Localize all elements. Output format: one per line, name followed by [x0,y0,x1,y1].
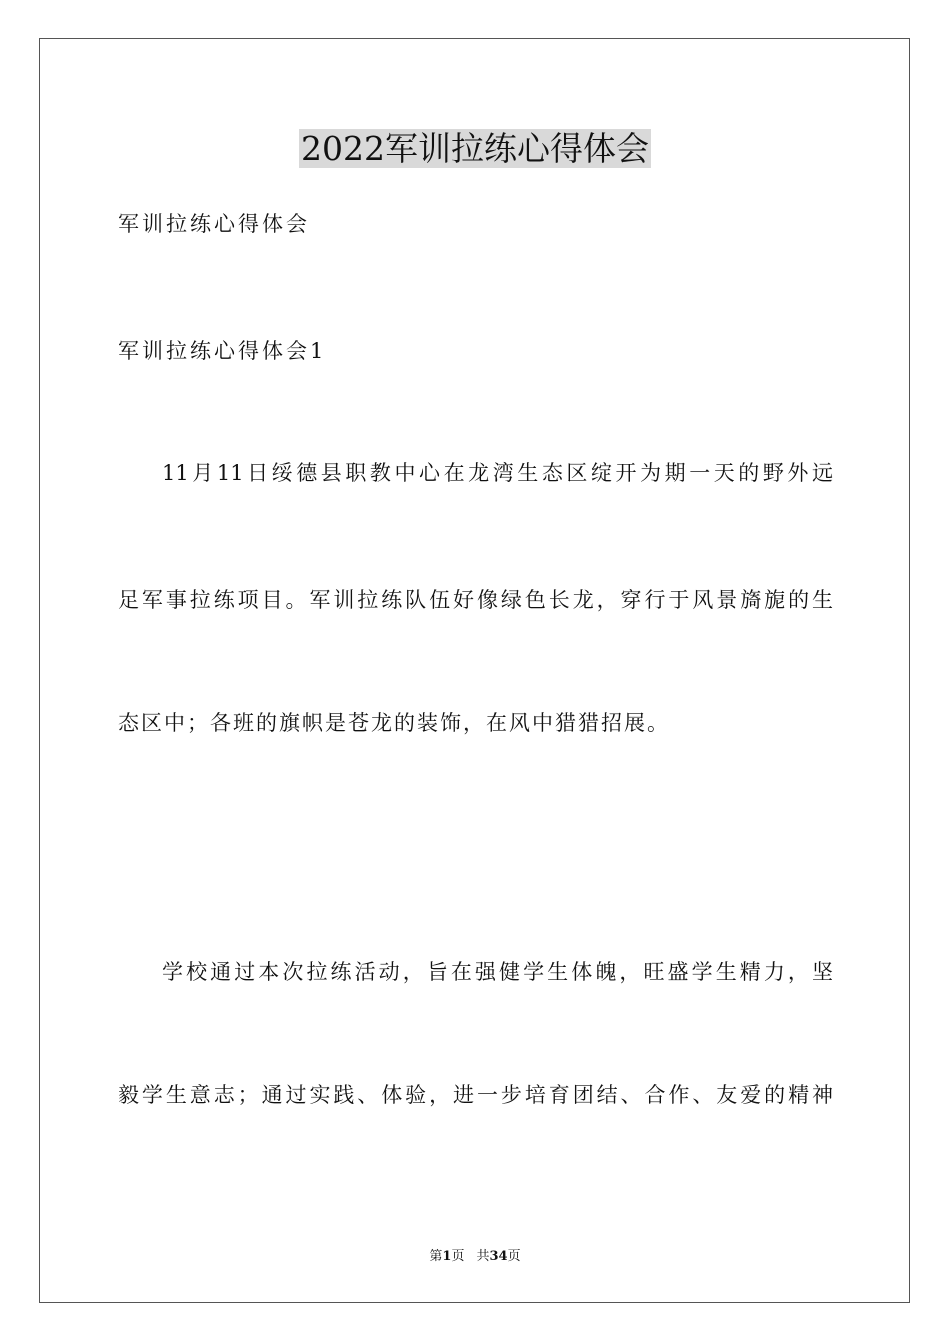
subtitle: 军训拉练心得体会 [118,212,310,236]
paragraph-2-line-2: 毅学生意志；通过实践、体验，进一步培育团结、合作、友爱的精神 [118,1083,833,1107]
footer-page-suffix: 页 [451,1249,465,1264]
footer-total-prefix: 共 [476,1249,490,1264]
paragraph-1-line-1: 11月11日绥德县职教中心在龙湾生态区绽开为期一天的野外远 [162,461,833,485]
document-title-text: 2022军训拉练心得体会 [301,129,649,168]
document-title [0,128,950,170]
paragraph-1-line-2: 足军事拉练项目。军训拉练队伍好像绿色长龙，穿行于风景旖旎的生 [118,588,833,612]
footer-page-prefix: 第 [429,1249,443,1264]
section-heading: 军训拉练心得体会1 [118,339,327,363]
footer-total-pages: 34 [489,1249,508,1264]
page-footer [0,1248,950,1266]
footer-total-suffix: 页 [507,1249,521,1264]
paragraph-1-line-3: 态区中；各班的旗帜是苍龙的装饰，在风中猎猎招展。 [118,711,670,735]
paragraph-2-line-1: 学校通过本次拉练活动，旨在强健学生体魄，旺盛学生精力，坚 [162,960,833,984]
footer-page-number: 1 [442,1249,452,1264]
